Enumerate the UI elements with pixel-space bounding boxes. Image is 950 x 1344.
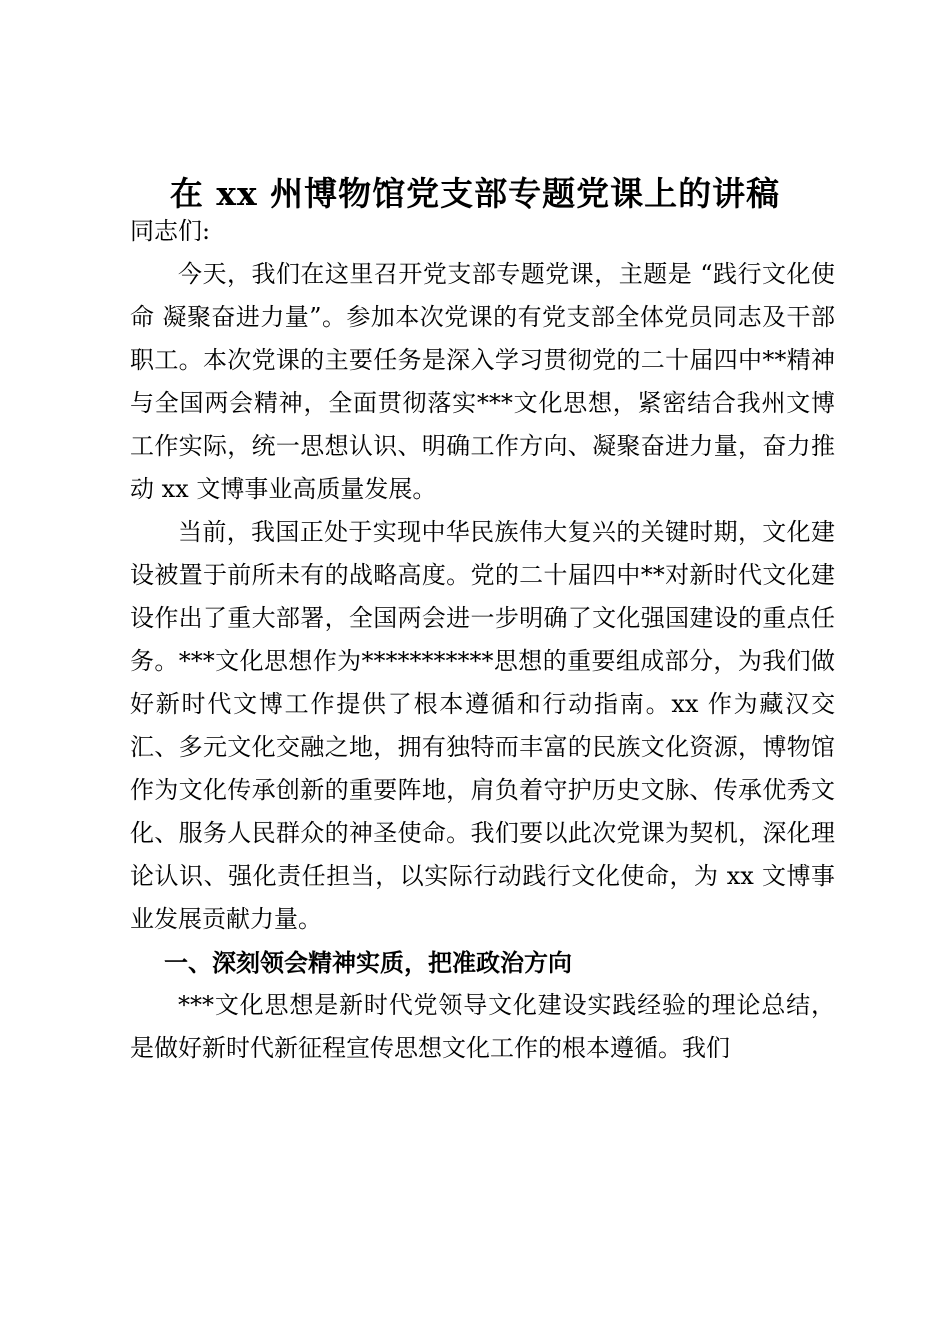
paragraph-opening: 今天，我们在这里召开党支部专题党课，主题是 “践行文化使命 凝聚奋进力量”。参加本次党课的有党支部全体党员同志及干部职工。本次党课的主要任务是深入学习贯彻党的二十届四中**精神与全国两会精神，全面贯彻落实***文化思想，紧密结合我州文博工作实际，统一思想认识、明确工作方向、凝聚奋进力量，奋力推动 xx 文博事业高质量发展。 xyxy=(130,260,835,503)
document-title: 在 xx 州博物馆党支部专题党课上的讲稿 xyxy=(169,174,781,213)
section-paragraph: ***文化思想是新时代党领导文化建设实践经验的理论总结，是做好新时代新征程宣传思想文化工作的根本遵循。我们 xyxy=(130,991,835,1062)
paragraph-context: 当前，我国正处于实现中华民族伟大复兴的关键时期，文化建设被置于前所未有的战略高度。党的二十届四中**对新时代文化建设作出了重大部署，全国两会进一步明确了文化强国建设的重点任务。***文化思想作为***********思想的重要组成部分，为我们做好新时代文博工作提供了根本遵循和行动指南。xx 作为藏汉交汇、多元文化交融之地，拥有独特而丰富的民族文化资源，博物馆作为文化传承创新的重要阵地，肩负着守护历史文脉、传承优秀文化、服务人民群众的神圣使命。我们要以此次党课为契机，深化理论认识、强化责任担当，以实际行动践行文化使命，为 xx 文博事业发展贡献力量。 xyxy=(130,518,835,933)
section-heading: 一、深刻领会精神实质，把准政治方向 xyxy=(164,948,572,977)
salutation: 同志们: xyxy=(130,217,211,245)
document-body xyxy=(130,210,835,1070)
